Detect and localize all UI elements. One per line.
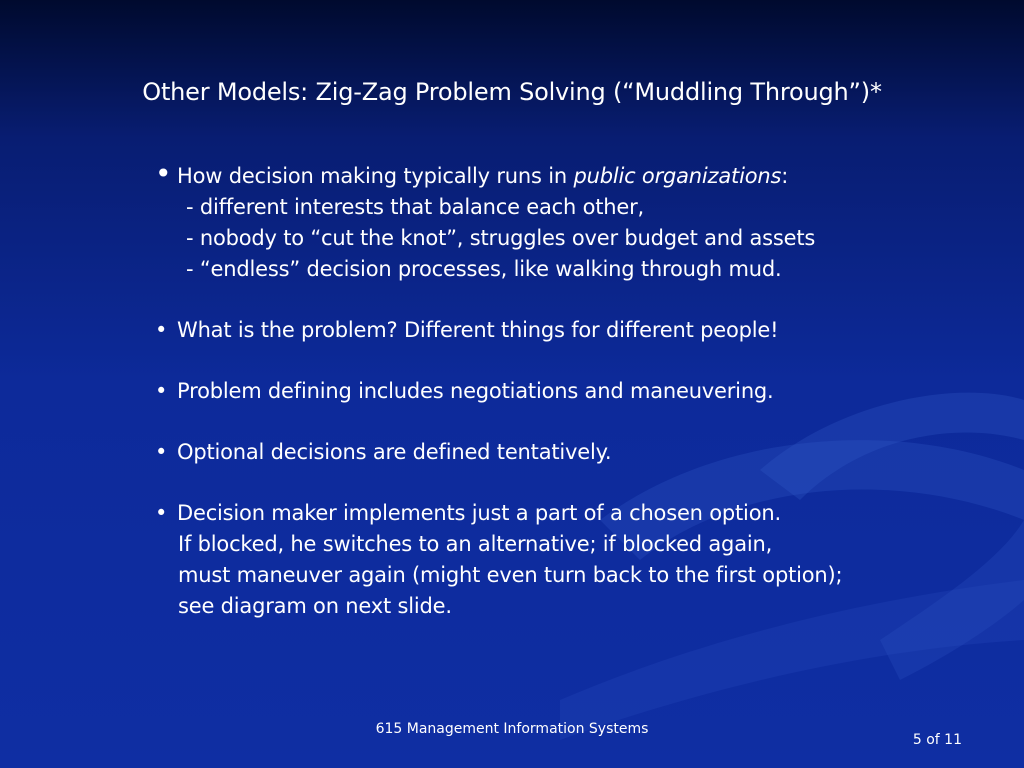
sub-item: - different interests that balance each other, [186,195,645,219]
bullet-text: Optional decisions are defined tentatively. [177,440,612,464]
continuation-line: see diagram on next slide. [178,594,452,618]
page-number: 5 of 11 [912,732,962,748]
bullet-icon: • [155,157,172,190]
bullet-icon: • [155,440,168,464]
slide-title: Other Models: Zig-Zag Problem Solving (“Muddling Through”)* [142,78,882,106]
footer-course-title: 615 Management Information Systems [375,721,649,737]
emphasis-text: public organizations [573,164,782,188]
bullet-item-2 [155,315,1015,346]
sub-item: - nobody to “cut the knot”, struggles over budget and assets [186,226,816,250]
bullet-text: Problem defining includes negotiations and maneuvering. [177,379,774,403]
bullet-icon: • [155,501,168,525]
bullet-text: What is the problem? Different things for different people! [177,318,779,342]
bullet-item-5 [155,498,1015,529]
bullet-item-3 [155,376,1015,407]
bullet-icon: • [155,379,168,403]
bullet-text: How decision making typically runs in public organizations: [177,164,789,188]
sub-item: - “endless” decision processes, like walking through mud. [186,257,782,281]
bullet-icon: • [155,318,168,342]
bullet-list [155,158,1015,622]
bullet-item-4 [155,437,1015,468]
bullet-item-1 [155,158,1015,192]
bullet-text: Decision maker implements just a part of a chosen option. [177,501,781,525]
continuation-line: If blocked, he switches to an alternative; if blocked again, [178,532,773,556]
continuation-line: must maneuver again (might even turn back to the first option); [178,563,843,587]
